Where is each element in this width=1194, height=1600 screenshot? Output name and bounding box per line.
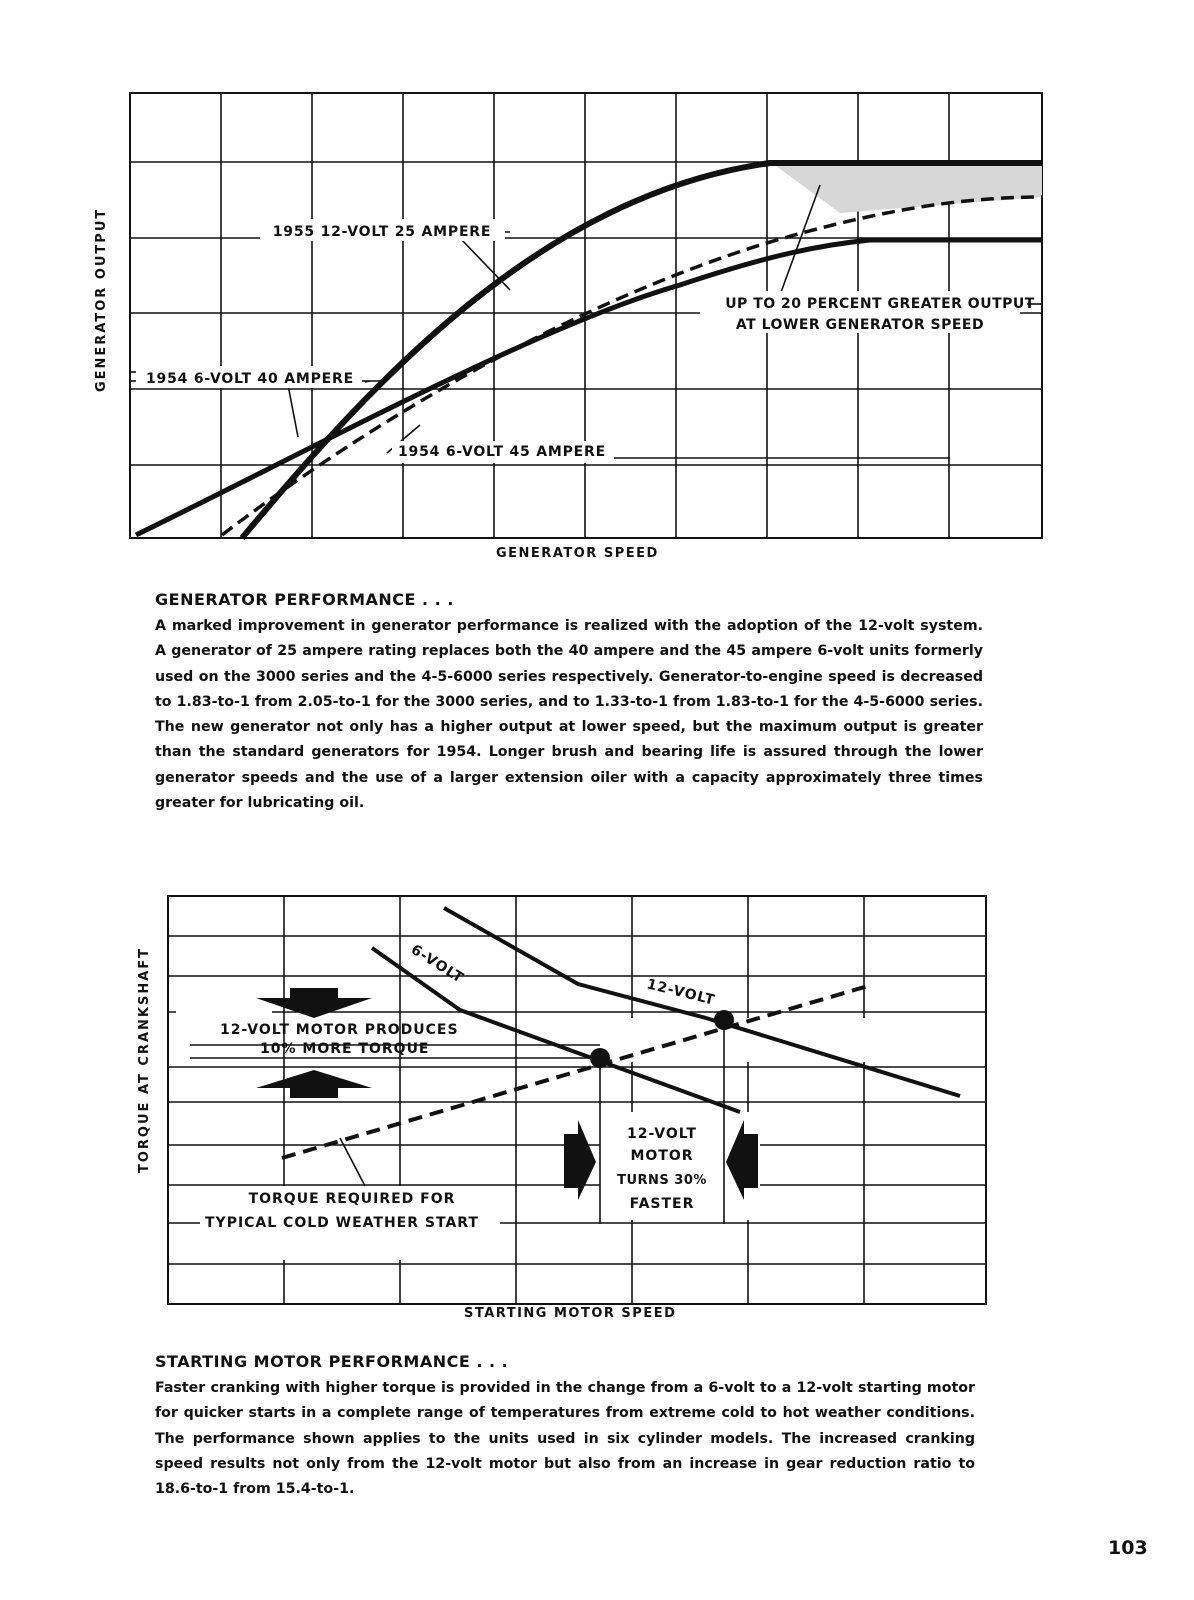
speed-arrow-right bbox=[564, 1120, 596, 1200]
generator-chart bbox=[120, 85, 1055, 545]
label-speed-faster: FASTER bbox=[629, 1196, 695, 1212]
label-12-volt-produces: 12-VOLT MOTOR PRODUCES bbox=[220, 1022, 459, 1038]
label-12-volt-25-ampere: 1955 12-VOLT 25 AMPERE bbox=[272, 224, 492, 240]
generator-paragraph: A marked improvement in generator performance is realized with the adoption of the 12-volt system. A generator of 25 ampere rating replaces both the 40 ampere and the 45 ampere 6-volt units formerly used on the 3000 series and the 4-5-6000 series respectively. Generator-to-engine speed is decreased to 1.83-to-1 from 2.05-to-1 for the 3000 series, and to 1.33-to-1 from 1.83-to-1 for the 4-5-6000 series. The new generator not only has a higher output at lower speed, but the maximum output is greater than the standard generators for 1954. Longer brush and bearing life is assured through the lower generator speeds and the use of a larger extension oiler with a capacity approximately three times greater for lubricating oil. bbox=[155, 618, 983, 812]
generator-x-axis-label: GENERATOR SPEED bbox=[496, 546, 659, 561]
starter-paragraph: Faster cranking with higher torque is provided in the change from a 6-volt to a 12-volt starting motor for quicker starts in a complete range of temperatures from extreme cold to hot weather conditions. The performance shown applies to the units used in six cylinder models. The increased cranking speed results not only from the 12-volt motor but also from an increase in gear reduction ratio to 18.6-to-1 from 15.4-to-1. bbox=[155, 1380, 975, 1498]
torque-arrow-down bbox=[256, 988, 372, 1018]
label-speed-turns: TURNS 30% bbox=[617, 1173, 707, 1188]
starter-chart bbox=[160, 890, 1000, 1310]
label-cold-weather-start: TYPICAL COLD WEATHER START bbox=[205, 1215, 479, 1231]
label-speed-12-volt: 12-VOLT bbox=[627, 1126, 697, 1142]
starter-heading: STARTING MOTOR PERFORMANCE . . . bbox=[155, 1352, 509, 1371]
generator-y-axis-label: GENERATOR OUTPUT bbox=[94, 207, 109, 392]
label-12-volt-line: 12-VOLT bbox=[645, 976, 717, 1009]
starter-x-axis-label: STARTING MOTOR SPEED bbox=[464, 1306, 677, 1321]
label-10-percent-torque: 10% MORE TORQUE bbox=[260, 1041, 430, 1057]
label-6-volt-40-ampere: 1954 6-VOLT 40 AMPERE bbox=[146, 371, 354, 387]
label-6-volt-line: 6-VOLT bbox=[407, 941, 467, 987]
label-6-volt-45-ampere: 1954 6-VOLT 45 AMPERE bbox=[398, 444, 606, 460]
label-greater-output-line1: UP TO 20 PERCENT GREATER OUTPUT bbox=[725, 296, 1035, 312]
generator-heading: GENERATOR PERFORMANCE . . . bbox=[155, 590, 454, 609]
torque-arrow-up bbox=[256, 1070, 372, 1098]
starter-y-axis-label: TORQUE AT CRANKSHAFT bbox=[137, 946, 152, 1173]
label-speed-motor: MOTOR bbox=[630, 1148, 694, 1164]
label-torque-required: TORQUE REQUIRED FOR bbox=[248, 1191, 456, 1207]
label-greater-output-line2: AT LOWER GENERATOR SPEED bbox=[735, 317, 985, 333]
page-number: 103 bbox=[1108, 1537, 1148, 1559]
